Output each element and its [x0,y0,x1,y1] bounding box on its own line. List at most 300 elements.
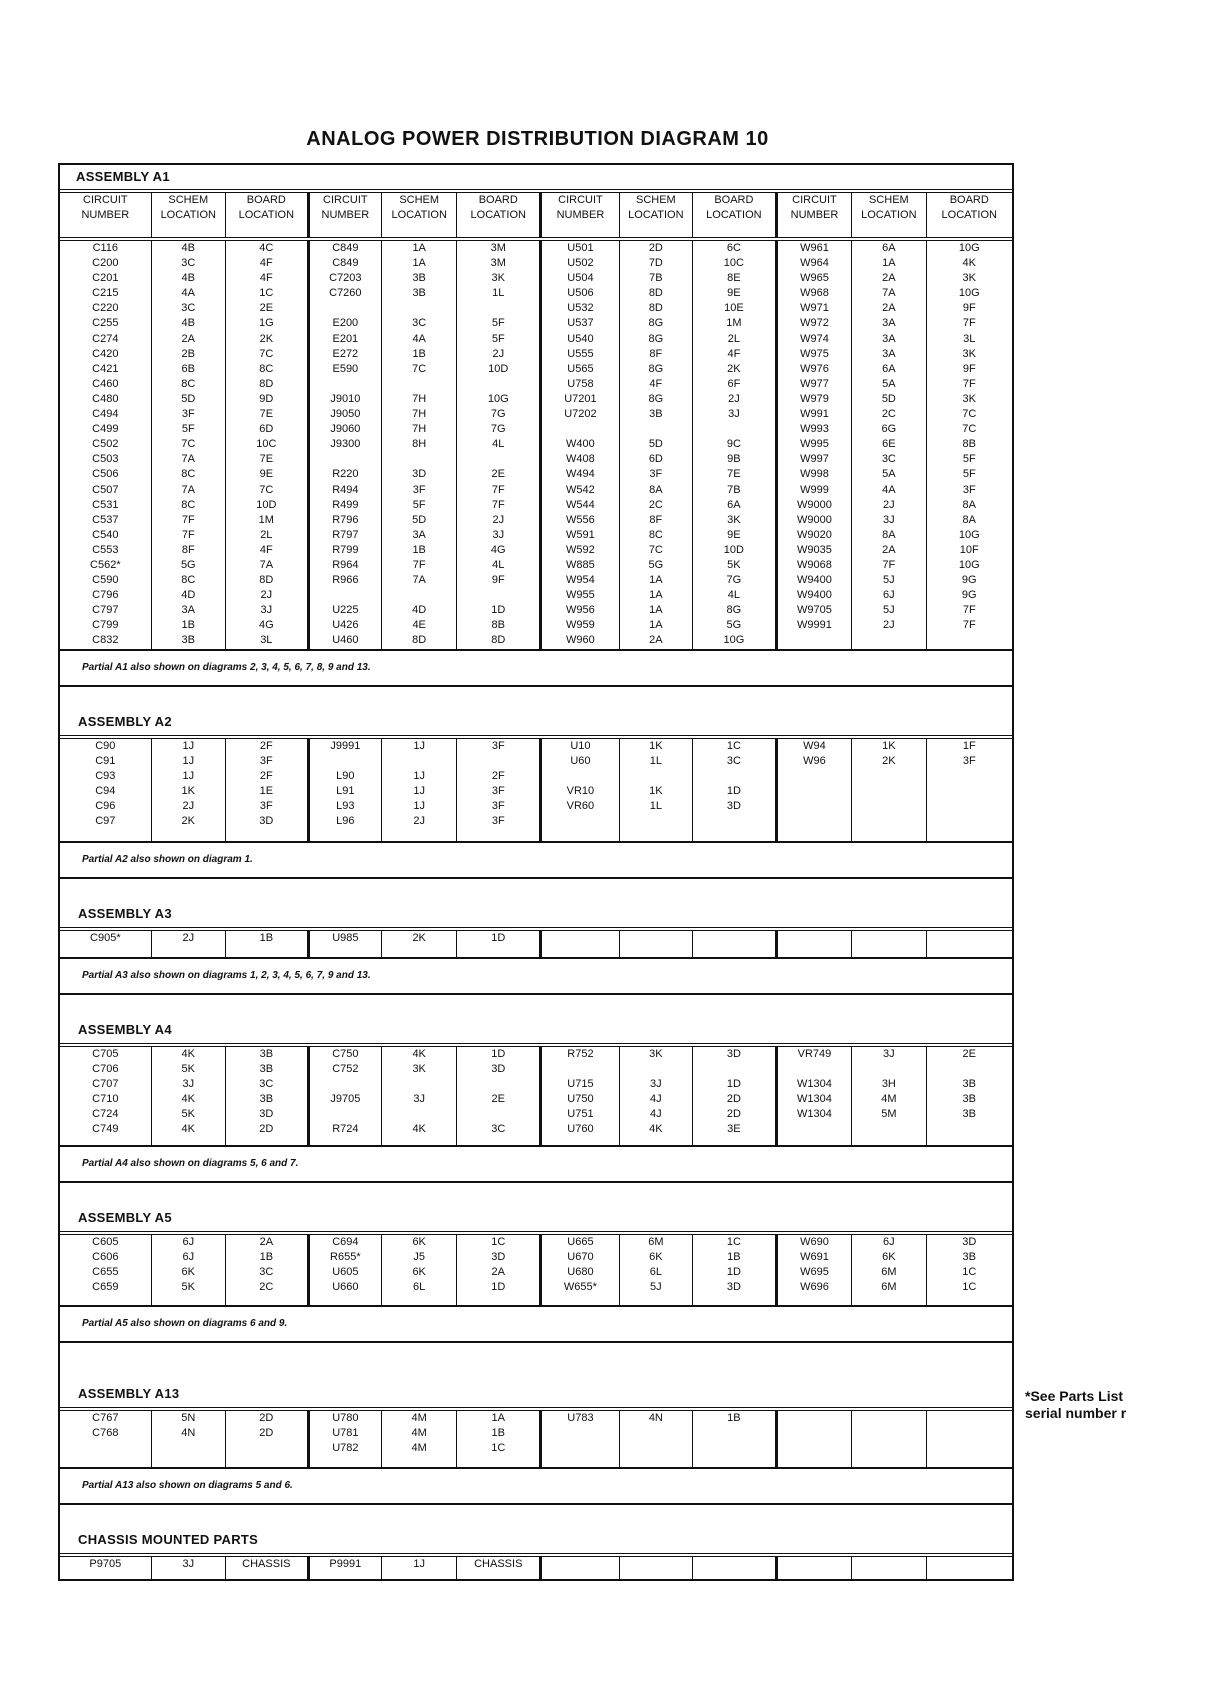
column-header [776,193,851,239]
table-cell [457,1077,539,1092]
table-cell: 5F [181,423,195,436]
table-cell [927,784,1012,799]
table-cell: 3D [491,1250,506,1263]
table-cell: 8A [962,498,976,511]
table-cell: 1K [181,784,196,797]
table-cell: 7F [882,558,896,571]
table-cell: 3J [182,1077,195,1090]
table-cell: 6M [881,1265,897,1278]
data-column [776,1047,851,1145]
header-line-1: SCHEM [168,194,209,206]
table-cell: 7H [412,408,427,421]
table-cell: 2D [726,1092,741,1105]
table-cell: 4A [412,332,426,345]
data-column [308,1047,381,1145]
section-note: Partial A2 also shown on diagram 1. [60,841,1012,877]
table-cell: 3J [650,1077,662,1090]
header-line-1: CIRCUIT [558,194,603,206]
table-cell: 3A [181,604,196,617]
table-cell [927,1411,1012,1426]
table-cell: 2A [882,543,896,556]
table-cell: 3B [259,1062,274,1075]
table-cell [852,1411,925,1426]
table-cell: 1J [413,799,425,812]
table-cell: 10D [488,362,509,375]
table-cell: 7G [490,408,506,421]
table-cell: 3B [259,1092,274,1105]
table-cell: 7F [962,604,976,617]
table-cell: L90 [336,769,355,782]
table-cell: U426 [332,619,359,632]
data-column [926,1411,1012,1467]
table-cell [852,784,925,799]
table-cell: 1A [649,574,663,587]
table-cell: 2K [259,332,274,345]
data-column [619,1235,692,1305]
data-row [60,739,1012,841]
table-cell [693,931,775,946]
table-cell: 4F [259,257,273,270]
table-cell: U10 [570,739,591,752]
table-cell: C90 [95,739,116,752]
data-column [852,1047,926,1145]
data-column [225,1047,308,1145]
data-row [60,931,1012,957]
table-cell: 10G [958,242,980,254]
table-cell: 8G [648,332,664,345]
table-cell: R752 [567,1047,594,1060]
table-cell: 5D [181,392,196,405]
table-cell [542,1062,619,1077]
table-cell: 1K [882,739,896,752]
table-cell [457,588,539,603]
table-cell: 7E [259,453,274,466]
table-cell: C537 [92,513,119,526]
table-cell: U760 [567,1123,594,1135]
table-cell [310,452,381,467]
table-cell: 9F [491,574,505,587]
table-cell: 3D [259,1107,274,1120]
table-cell: 10G [958,287,980,300]
data-column [151,1235,225,1305]
table-cell: 4F [259,543,273,556]
table-cell: U537 [567,317,594,330]
table-cell: 2F [259,739,273,752]
table-cell: 6D [259,423,274,436]
header-line-2: NUMBER [790,209,839,221]
table-cell: 1J [413,1557,425,1570]
table-cell: 1C [962,1280,977,1293]
table-cell: J9060 [330,423,361,436]
table-cell: 7C [412,362,427,375]
table-cell: 3M [490,242,506,254]
table-cell: U781 [332,1426,359,1439]
table-cell: U60 [570,754,591,767]
table-cell: 4N [648,1411,663,1424]
table-cell: 1J [413,784,425,797]
table-cell: W696 [800,1280,829,1293]
data-column [457,1557,541,1579]
table-cell: W965 [800,272,829,285]
table-cell: 5A [882,468,896,481]
table-cell: 2A [649,634,663,647]
table-cell: C91 [95,754,116,767]
table-cell: W655* [563,1280,597,1293]
table-cell: 3E [727,1123,741,1135]
data-column [225,1411,308,1467]
table-cell: 1A [412,242,426,254]
table-cell: 4K [962,257,976,270]
table-cell: 2K [882,754,896,767]
table-cell: 3J [728,408,740,421]
data-column [541,931,620,957]
table-cell: 6A [882,242,896,254]
table-cell: 9D [259,392,274,405]
data-column [381,1047,456,1145]
table-cell: 6J [182,1250,195,1263]
table-cell: 5F [491,332,505,345]
table-cell: 4J [650,1107,662,1120]
table-cell: 7D [648,257,663,270]
table-cell: 7F [491,483,505,496]
table-cell: 4B [181,317,196,330]
section-grid [60,1235,1012,1305]
table-cell: 4D [181,589,196,602]
table-cell: L96 [336,815,355,827]
table-cell: 7A [181,483,196,496]
table-cell: 1B [412,347,426,360]
table-cell: 3B [649,408,663,421]
table-cell [693,769,775,784]
table-cell: 1J [413,739,425,752]
header-line-2: LOCATION [238,209,295,221]
table-cell: U680 [567,1265,594,1278]
table-cell: 7H [412,392,427,405]
table-cell: W993 [800,423,829,436]
table-cell [852,1557,925,1572]
data-column [541,739,620,841]
table-cell: 8C [181,377,196,390]
data-column [852,1411,926,1467]
table-cell [852,1426,925,1441]
table-cell: 2E [491,468,505,481]
table-cell: 9E [727,287,741,300]
table-cell: 4L [492,558,505,571]
table-cell [927,799,1012,814]
table-cell: 4M [881,1092,897,1105]
table-cell [542,1426,619,1441]
table-cell: 7F [181,528,195,541]
table-cell: W961 [800,242,829,254]
data-column [381,1235,456,1305]
data-column [151,931,225,957]
table-cell [927,931,1012,946]
table-cell: C201 [92,272,119,285]
table-cell: 1C [726,1235,741,1248]
table-cell: 8G [648,392,664,405]
table-cell [620,1557,692,1572]
table-cell: 1A [882,257,896,270]
header-line-2: LOCATION [941,209,997,221]
table-cell: 3C [412,317,427,330]
data-column [541,1047,620,1145]
table-cell [778,931,851,946]
table-cell: 1C [962,1265,977,1278]
table-cell: E200 [332,317,359,330]
table-cell [852,1062,925,1077]
table-cell: C655 [92,1265,119,1278]
column-header [381,193,456,239]
table-cell [457,754,539,769]
table-cell [310,1107,381,1122]
table-cell: 5F [491,317,505,330]
data-row [60,1557,1012,1579]
table-cell: 3H [881,1077,896,1090]
table-cell: U225 [332,604,359,617]
table-cell: 1B [412,543,426,556]
table-cell: W691 [800,1250,829,1263]
table-cell: 6K [882,1250,896,1263]
table-cell: C605 [92,1235,119,1248]
table-cell: R799 [332,543,359,556]
table-cell: 7E [259,408,274,421]
data-column [693,1411,777,1467]
table-cell: VR60 [566,799,595,812]
section-assembly-a2 [60,687,1012,879]
table-cell: W408 [566,453,595,466]
table-cell: 4F [649,377,663,390]
table-cell: 9F [962,302,976,315]
table-cell [620,1426,692,1441]
table-cell: 3C [726,754,741,767]
table-cell: 9G [961,574,977,587]
table-cell: C220 [92,302,119,315]
table-cell: 4G [490,543,506,556]
table-cell: U715 [567,1077,594,1090]
table-cell: 3F [412,483,426,496]
table-cell: 6B [181,362,196,375]
column-header [926,193,1012,239]
table-cell: 3C [259,1077,274,1090]
table-cell: 3A [882,332,896,345]
table-cell: C590 [92,574,119,587]
table-cell [778,1411,851,1426]
table-cell: 8D [259,377,274,390]
table-cell: 7F [412,558,426,571]
section-note: Partial A3 also shown on diagrams 1, 2, 3, 4, 5, 6, 7, 9 and 13. [60,957,1012,993]
table-cell: E272 [332,347,359,360]
table-cell: 2A [882,302,896,315]
table-cell: C905* [90,931,121,944]
column-header [541,193,620,239]
table-cell: W9000 [797,513,832,526]
table-cell: 6C [726,242,741,254]
table-cell: 8A [649,483,663,496]
table-cell: 2C [881,408,896,421]
table-cell: C255 [92,317,119,330]
section-title: ASSEMBLY A5 [60,1205,1012,1235]
table-cell: 8H [412,438,427,451]
table-cell: 3F [491,815,505,827]
table-cell: W997 [800,453,829,466]
table-cell: 3B [962,1107,976,1120]
table-cell: 2J [413,815,425,827]
table-cell: W9705 [797,604,832,617]
table-cell [382,301,456,316]
table-cell: 3K [962,272,976,285]
table-cell: 3K [962,347,976,360]
table-cell: 8C [181,498,196,511]
table-cell: C480 [92,392,119,405]
column-header [457,193,541,239]
table-cell [542,814,619,829]
table-cell: 8E [727,272,741,285]
table-cell: CHASSIS [474,1557,523,1570]
table-cell: 6K [412,1265,426,1278]
section-title: ASSEMBLY A2 [60,709,1012,739]
table-cell: 4K [412,1047,426,1060]
table-cell: 1C [726,739,741,752]
table-cell: 6J [182,1235,195,1248]
data-column [308,1411,381,1467]
table-cell: P9991 [329,1557,362,1570]
table-cell [778,1426,851,1441]
table-cell [620,422,692,437]
table-cell: 10E [724,302,744,315]
table-cell: C724 [92,1107,119,1120]
header-line-2: NUMBER [321,209,370,221]
section-note: Partial A1 also shown on diagrams 2, 3, 4, 5, 6, 7, 8, 9 and 13. [60,649,1012,685]
table-cell: 8D [259,574,274,587]
header-line-1: CIRCUIT [83,194,128,206]
table-cell: 3B [962,1077,976,1090]
table-cell [382,1107,456,1122]
data-column [151,1557,225,1579]
table-cell: W974 [800,332,829,345]
table-cell: C460 [92,377,119,390]
table-cell: W94 [803,739,826,752]
table-cell: 4K [649,1123,663,1135]
table-cell: 2K [181,815,196,827]
table-cell: 2F [259,769,273,782]
data-column [457,739,541,841]
table-cell: C494 [92,408,119,421]
side-note-line-2: serial number r [1025,1405,1127,1421]
table-cell: 4E [412,619,426,632]
table-cell: W885 [566,558,595,571]
table-cell: 2J [883,498,895,511]
section-note: Partial A4 also shown on diagrams 5, 6 and 7. [60,1145,1012,1181]
table-cell: 4L [492,438,505,451]
table-cell: 1A [649,619,663,632]
table-cell: C215 [92,287,119,300]
table-cell: 4A [882,483,896,496]
table-cell [620,931,692,946]
data-column [225,1235,308,1305]
table-cell: 2B [181,347,196,360]
table-cell [693,422,775,437]
table-cell: U506 [567,287,594,300]
table-cell: 8C [648,528,663,541]
table-cell [310,301,381,316]
table-cell: 2C [259,1280,274,1293]
section-assembly-a1 [60,165,1012,687]
table-cell: 2A [491,1265,505,1278]
table-cell: 3D [726,1280,741,1293]
table-cell: 10D [256,498,277,511]
table-cell: 3K [649,1047,663,1060]
table-cell: C200 [92,257,119,270]
header-line-1: CIRCUIT [792,194,837,206]
table-cell [778,784,851,799]
table-cell: U783 [567,1411,594,1424]
table-cell: C94 [95,784,116,797]
table-cell: 10G [487,392,509,405]
section-title: CHASSIS MOUNTED PARTS [60,1527,1012,1557]
table-cell [620,769,692,784]
table-cell: U532 [567,302,594,315]
table-cell: 9G [961,589,977,602]
table-cell: 10C [723,257,744,270]
table-cell: 1F [962,739,976,752]
table-cell: 4B [181,242,196,254]
table-cell: 2D [259,1426,274,1439]
table-cell: 1J [182,754,195,767]
table-cell: 3C [259,1265,274,1278]
table-cell: 7F [962,619,976,632]
data-column [225,739,308,841]
data-column [308,931,381,957]
table-cell [927,769,1012,784]
table-cell: 7F [962,317,976,330]
table-cell: 7F [181,513,195,526]
table-cell [778,769,851,784]
table-cell: 5F [412,498,426,511]
table-cell: W991 [800,408,829,421]
section-grid [60,931,1012,957]
table-cell: 2D [726,1107,741,1120]
header-line-2: LOCATION [470,209,526,221]
table-cell: 5K [181,1062,196,1075]
table-cell: W968 [800,287,829,300]
table-cell: W96 [803,754,826,767]
section-title: ASSEMBLY A1 [60,165,1012,193]
table-cell: CHASSIS [242,1557,291,1570]
table-cell: 3J [883,513,895,526]
table-cell: C96 [95,799,116,812]
data-column [60,1235,151,1305]
table-cell [310,588,381,603]
table-cell [927,1557,1012,1572]
table-cell: W977 [800,377,829,390]
table-cell: 8B [962,438,976,451]
table-cell: U460 [332,634,359,647]
table-cell: C7203 [329,272,362,285]
table-cell: 5J [650,1280,662,1293]
table-cell: 6A [727,498,741,511]
table-cell: 10C [256,438,277,451]
table-cell: 10G [958,558,980,571]
data-row [60,1047,1012,1145]
table-cell: 1C [491,1235,506,1248]
table-cell: 1K [649,784,663,797]
column-header-row [60,193,1012,239]
table-cell: 1D [491,931,506,944]
table-cell: 2K [412,931,426,944]
table-cell: C767 [92,1411,119,1424]
table-cell: C707 [92,1077,119,1090]
table-cell: 10F [959,543,979,556]
